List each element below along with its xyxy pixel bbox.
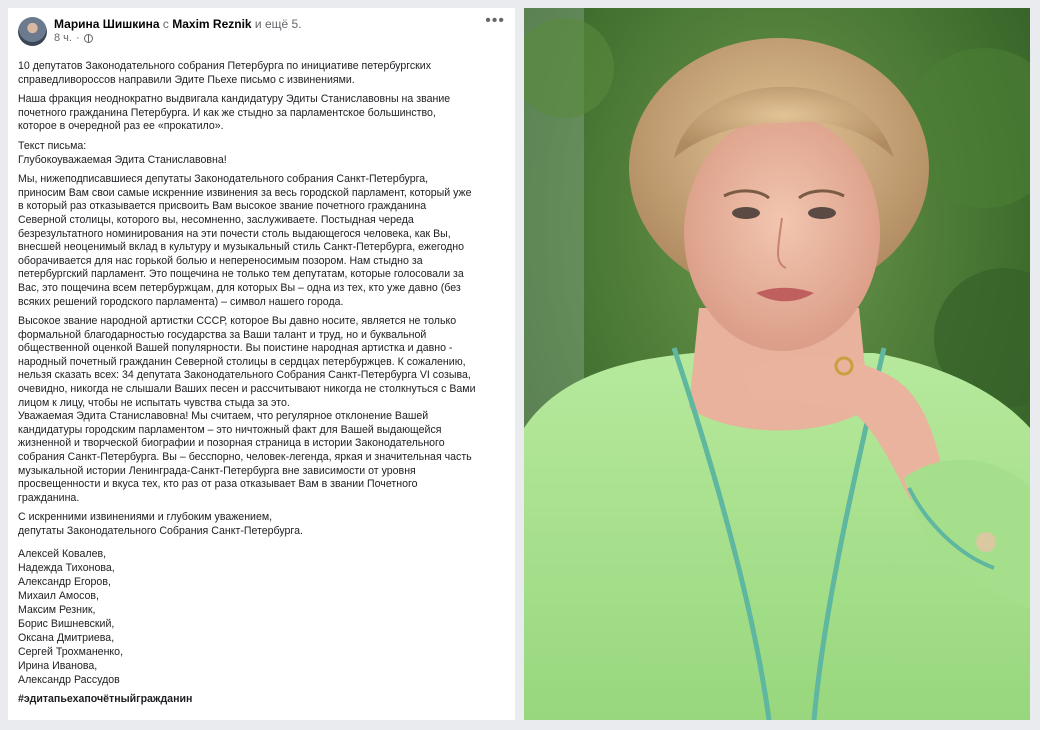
post-body <box>18 60 505 706</box>
and-more-link[interactable]: и ещё 5. <box>254 17 302 31</box>
with-word: с <box>162 17 169 31</box>
signer: Оксана Дмитриева, <box>18 631 115 644</box>
signer: Александр Егоров, <box>18 575 111 588</box>
portrait-illustration <box>524 8 1030 720</box>
coauthor-name-link[interactable]: Maxim Reznik <box>172 17 252 31</box>
more-horizontal-icon[interactable]: ••• <box>485 12 505 29</box>
signer: Сергей Трохманенко, <box>18 645 124 658</box>
signer: Ирина Иванова, <box>18 659 98 672</box>
post-author-block <box>54 17 485 45</box>
post-paragraph: Высокое звание народной артистки СССР, которое Вы давно носите, является не только формальной благодарностью государства за Ваши талант и труд, но и буквальной общественной оценкой Вашей популярности. Вы поистине народная артистка и давно - народный почетный гражданин Северной столицы в сердцах петербуржцев. К сожалению, нельзя сказать всех: 34 депутата Законодательного Собрания Санкт-Петербурга VI созыва, очевидно, никогда не слышали Ваших песен и рассчитывают никогда не столкнуться с Вами лицом к лицу, чтобы не испытать чувства стыда за это. <box>18 315 476 409</box>
signer: Михаил Амосов, <box>18 589 99 602</box>
post-paragraph: С искренними извинениями и глубоким уважением, депутаты Законодательного Собрания Санкт-Петербурга. <box>18 511 303 537</box>
post-header <box>18 12 505 54</box>
post-paragraph: 10 депутатов Законодательного собрания Петербурга по инициативе петербургских справедливороссов направили Эдите Пьехе письмо с извинениями. <box>18 60 432 86</box>
signer: Максим Резник, <box>18 603 96 616</box>
post-authors <box>54 17 485 31</box>
facebook-post <box>8 8 515 720</box>
post-paragraph: Текст письма: Глубокоуважаемая Эдита Станиславовна! <box>18 139 227 166</box>
post-paragraph: Уважаемая Эдита Станиславовна! Мы считаем, что регулярное отклонение Вашей кандидатуры городским парламентом – это ничтожный факт для Вашей выдающейся жизненной и творческой биографии и позорная страница в истории Законодательного собрания Санкт-Петербурга. Вы – бесспорно, человек-легенда, яркая и значительная часть музыкальной истории Ленинграда-Санкт-Петербурга вне зависимости от уровня просвещенности и вкуса тех, кто раз от раза отказывает Вам в звании Почетного гражданина. <box>18 410 472 504</box>
post-paragraph: Мы, нижеподписавшиеся депутаты Законодательного собрания Санкт-Петербурга, приносим Вам свои самые искренние извинения за весь городской парламент, который уже в который раз отказывается присвоить Вам высокое звание почетного гражданина Северной столицы, которого вы, несомненно, заслуживаете. Постыдная череда безрезультатного номинирования на эти почести столь выдающегося человека, как Вы, внесшей неоценимый вклад в культуру и музыкальный стиль Санкт-Петербурга, ежегодно оборачивается для нас горькой болью и непереносимым позором. Нам стыдно за петербургский парламент. Это пощечина не только тем депутатам, которые голосовали за Вас, это пощечина всем петербуржцам, для которых Вы – одна из тех, кто уже давно (без всяких решений городского парламента) – символ нашего города. <box>18 173 472 308</box>
hashtag-link[interactable]: #эдитапьехапочётныйгражданин <box>18 692 193 705</box>
author-avatar[interactable] <box>18 17 47 46</box>
post-paragraph: Наша фракция неоднократно выдвигала кандидатуру Эдиты Станиславовны на звание почетного гражданина Петербурга. И как же стыдно за парламентское большинство, которое в очередной раз ее «прокатило». <box>18 93 451 133</box>
signer: Алексей Ковалев, <box>18 547 107 560</box>
portrait-photo <box>524 8 1030 720</box>
face <box>684 115 880 351</box>
post-timestamp[interactable]: 8 ч. <box>54 32 72 44</box>
post-meta: 8 ч. · <box>54 31 485 45</box>
globe-icon <box>84 34 93 43</box>
signer: Борис Вишневский, <box>18 617 115 630</box>
signers-list <box>18 547 505 687</box>
signer: Александр Рассудов <box>18 673 120 686</box>
signer: Надежда Тихонова, <box>18 561 115 574</box>
author-name-link[interactable]: Марина Шишкина <box>54 17 160 31</box>
